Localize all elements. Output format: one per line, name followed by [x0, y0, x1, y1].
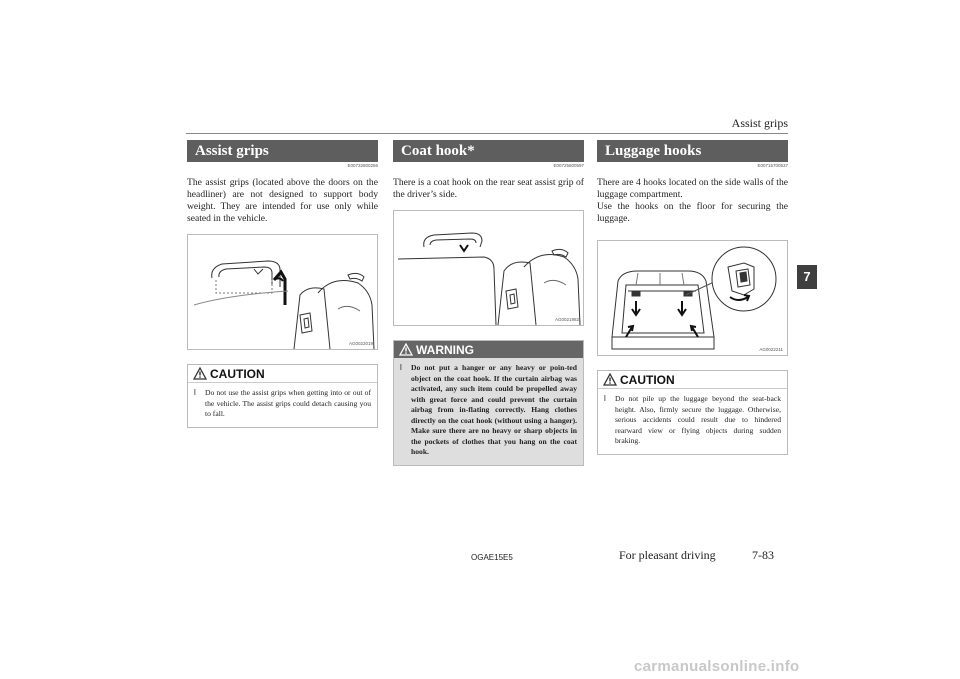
- caution-triangle-icon: [603, 373, 617, 386]
- section-coat-hook: [393, 140, 584, 466]
- notice-body: [598, 389, 787, 454]
- bullet-icon: l: [604, 394, 606, 403]
- warning-triangle-icon: [399, 343, 413, 356]
- notice-header: [598, 371, 787, 389]
- notice-text: Do not use the assist grips when getting into or out of the vehicle. The assist grips could detach causing you to fall.: [205, 388, 371, 418]
- figure-code: AG0022019: [348, 341, 373, 346]
- running-title: Assist grips: [731, 116, 788, 130]
- notice-label: CAUTION: [210, 366, 265, 381]
- luggage-hooks-illustration: [598, 241, 787, 355]
- warning-box: [393, 340, 584, 466]
- section-body: [187, 177, 378, 234]
- watermark: carmanualsonline.info: [634, 658, 800, 675]
- section-title: Assist grips: [187, 140, 378, 162]
- bullet-icon: l: [194, 388, 196, 397]
- header-rule: [186, 133, 788, 134]
- body-paragraph: There is a coat hook on the rear seat assist grip of the driver’s side.: [393, 177, 584, 200]
- notice-text: Do not pile up the luggage beyond the seat-back height. Also, firmly secure the luggage. Otherwise, serious accidents could result due to hindered rearward view or flying objects during sudden braking.: [615, 394, 781, 445]
- notice-header: [394, 341, 583, 358]
- coat-hook-illustration: [394, 211, 581, 325]
- footer-section-title: For pleasant driving: [619, 548, 716, 562]
- assist-grip-illustration: [188, 235, 377, 349]
- section-body: [597, 177, 788, 240]
- figure-code: AG0021982: [554, 317, 579, 322]
- document-code: OGAE15E5: [471, 553, 513, 562]
- figure-code: AG0022211: [759, 347, 783, 352]
- bullet-icon: l: [400, 363, 402, 372]
- section-title: Luggage hooks: [597, 140, 788, 162]
- chapter-tab[interactable]: 7: [797, 265, 817, 289]
- caution-triangle-icon: [193, 367, 207, 380]
- section-luggage-hooks: [597, 140, 788, 455]
- section-assist-grips: [187, 140, 378, 428]
- notice-header: [188, 365, 377, 383]
- section-code: E00725600597: [553, 163, 584, 168]
- section-body: [393, 177, 584, 210]
- body-paragraph: Use the hooks on the floor for securing the luggage.: [597, 201, 788, 224]
- section-code: E00732800256: [347, 163, 378, 168]
- caution-box: [597, 370, 788, 455]
- notice-body: [394, 358, 583, 465]
- body-paragraph: There are 4 hooks located on the side walls of the luggage compartment.: [597, 177, 788, 200]
- notice-label: CAUTION: [620, 372, 675, 387]
- section-title: Coat hook*: [393, 140, 584, 162]
- caution-box: [187, 364, 378, 428]
- figure-assist-grip: [187, 234, 378, 350]
- figure-coat-hook: [393, 210, 584, 326]
- body-paragraph: The assist grips (located above the doors on the headliner) are not designed to support body weight. They are intended for use only while seated in the vehicle.: [187, 177, 378, 224]
- page-number: 7-83: [752, 548, 774, 562]
- notice-label: WARNING: [416, 342, 474, 357]
- notice-text: Do not put a hanger or any heavy or poin-ted object on the coat hook. If the curtain airbag was activated, any such item could be propelled away with great force and could prevent the curtain airbag from in-flating correctly. Hang clothes directly on the coat hook (without using a hanger). Make sure there are no heavy or sharp objects in the pockets of clothes that you hang on the coat hook.: [411, 363, 577, 456]
- section-code: E00715700537: [757, 163, 788, 168]
- figure-luggage-hooks: [597, 240, 788, 356]
- notice-body: [188, 383, 377, 427]
